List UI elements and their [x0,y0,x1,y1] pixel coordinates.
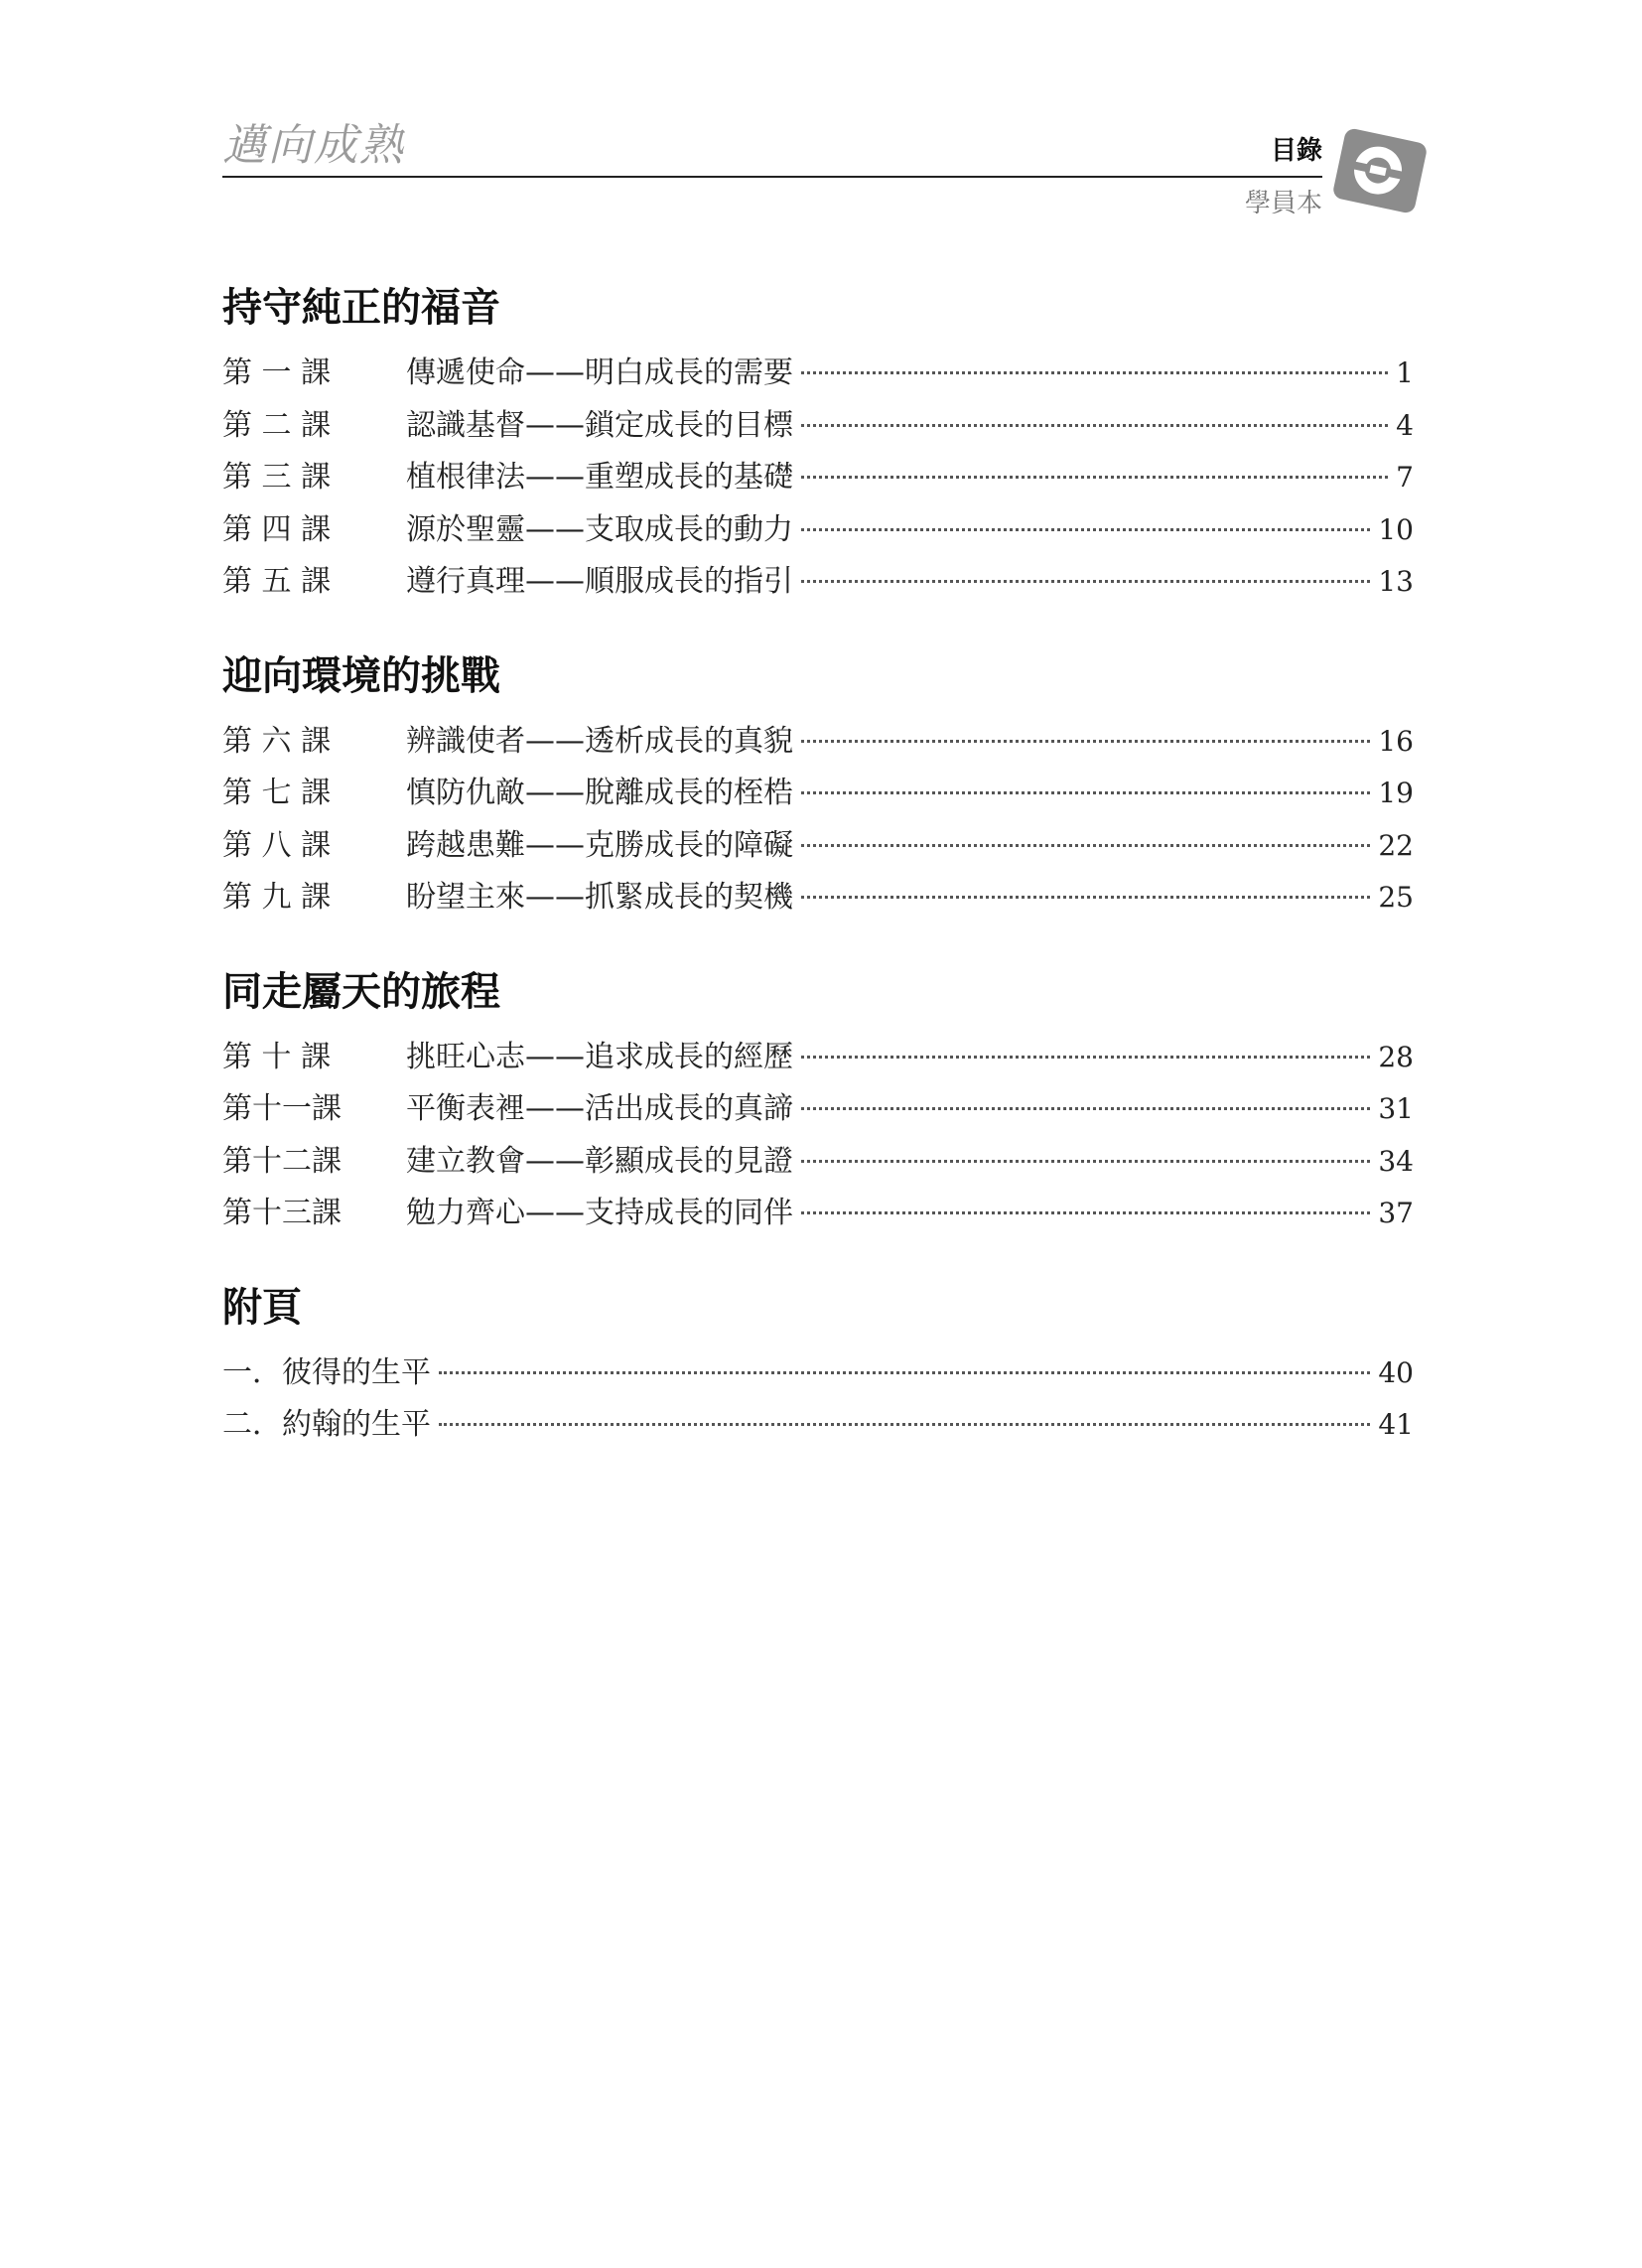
section-title: 附頁 [222,1284,302,1331]
toc-section [222,962,1414,1240]
toc-entry[interactable] [222,872,1414,924]
dot-leader [801,476,1388,479]
page-number: 4 [1396,408,1414,442]
lesson-title: 源於聖靈——支取成長的動力 [406,511,793,547]
toc-entry[interactable] [222,348,1414,400]
page-number: 13 [1378,565,1414,598]
page-number: 22 [1378,828,1414,862]
lesson-number: 第 四 課 [222,511,332,547]
lesson-title: 二．約翰的生平 [222,1407,431,1442]
dot-leader [801,896,1370,899]
section-title: 持守純正的福音 [222,285,500,331]
lesson-title: 跨越患難——克勝成長的障礙 [406,827,793,863]
toc-entry[interactable] [222,504,1414,557]
page-number: 25 [1378,881,1414,914]
toc-entry[interactable] [222,716,1414,769]
lesson-title: 平衡表裡——活出成長的真諦 [406,1091,793,1126]
dot-leader [801,371,1388,374]
toc-section [222,646,1414,924]
lesson-title: 挑旺心志——追求成長的經歷 [406,1039,793,1074]
dot-leader [801,1056,1370,1059]
page-number: 31 [1378,1092,1414,1125]
lesson-title: 勉力齊心——支持成長的同伴 [406,1196,793,1230]
dot-leader [801,528,1370,531]
page-number: 7 [1396,461,1414,494]
toc-entry[interactable] [222,1188,1414,1240]
lesson-title: 建立教會——彰顯成長的見證 [406,1143,793,1179]
page-number: 10 [1378,512,1414,546]
lesson-number: 第十一課 [222,1091,342,1126]
lesson-title: 認識基督——鎖定成長的目標 [406,407,793,443]
dot-leader [801,1211,1370,1214]
toc-section [222,1278,1414,1452]
lesson-title: 慎防仇敵——脫離成長的桎梏 [406,776,793,810]
lesson-number: 第 十 課 [222,1039,332,1074]
toc-entry[interactable] [222,1032,1414,1084]
lesson-number: 第十三課 [222,1196,342,1230]
toc-entry[interactable] [222,820,1414,873]
page-title: 目錄 [1270,136,1322,166]
toc-section [222,278,1414,609]
lesson-number: 第十二課 [222,1143,342,1179]
lesson-title: 植根律法——重塑成長的基礎 [406,460,793,495]
page-number: 34 [1378,1144,1414,1178]
dot-leader [801,1107,1370,1110]
lesson-title: 傳遞使命——明白成長的需要 [406,355,793,390]
lesson-title: 一．彼得的生平 [222,1354,431,1390]
lesson-number: 第 八 課 [222,827,332,863]
toc-entry[interactable] [222,556,1414,609]
dot-leader [801,580,1370,583]
dot-leader [801,1160,1370,1163]
toc-entry[interactable] [222,452,1414,504]
dot-leader [439,1371,1370,1374]
toc-entry[interactable] [222,768,1414,820]
lesson-number: 第 三 課 [222,460,332,495]
dot-leader [801,740,1370,743]
lesson-title: 辨識使者——透析成長的真貌 [406,723,793,759]
lesson-number: 第 二 課 [222,407,332,443]
toc-entry[interactable] [222,400,1414,453]
emblem-icon [1330,121,1430,220]
lesson-number: 第 六 課 [222,723,332,759]
header-logo-text: 邁向成熟 [222,120,405,171]
lesson-number: 第 五 課 [222,564,332,599]
page-subtitle: 學員本 [1244,189,1322,218]
page-number: 37 [1378,1197,1414,1229]
page-number: 16 [1378,724,1414,758]
lesson-title: 盼望主來——抓緊成長的契機 [406,880,793,915]
page-number: 1 [1396,356,1414,389]
section-title: 同走屬天的旅程 [222,968,500,1015]
toc-entry[interactable] [222,1399,1414,1452]
lesson-number: 第 九 課 [222,880,332,915]
page-number: 19 [1378,777,1414,809]
page-number: 28 [1378,1040,1414,1073]
toc-entry[interactable] [222,1136,1414,1189]
dot-leader [801,424,1388,427]
dot-leader [439,1423,1370,1426]
dot-leader [801,844,1370,847]
section-title: 迎向環境的挑戰 [222,652,500,699]
page-number: 40 [1378,1355,1414,1389]
lesson-number: 第 七 課 [222,776,332,810]
header-divider [222,176,1322,178]
table-of-contents [222,278,1414,1489]
toc-entry[interactable] [222,1347,1414,1400]
lesson-title: 遵行真理——順服成長的指引 [406,564,793,599]
toc-entry[interactable] [222,1083,1414,1136]
dot-leader [801,791,1370,794]
lesson-number: 第 一 課 [222,355,332,390]
page-number: 41 [1378,1408,1414,1441]
